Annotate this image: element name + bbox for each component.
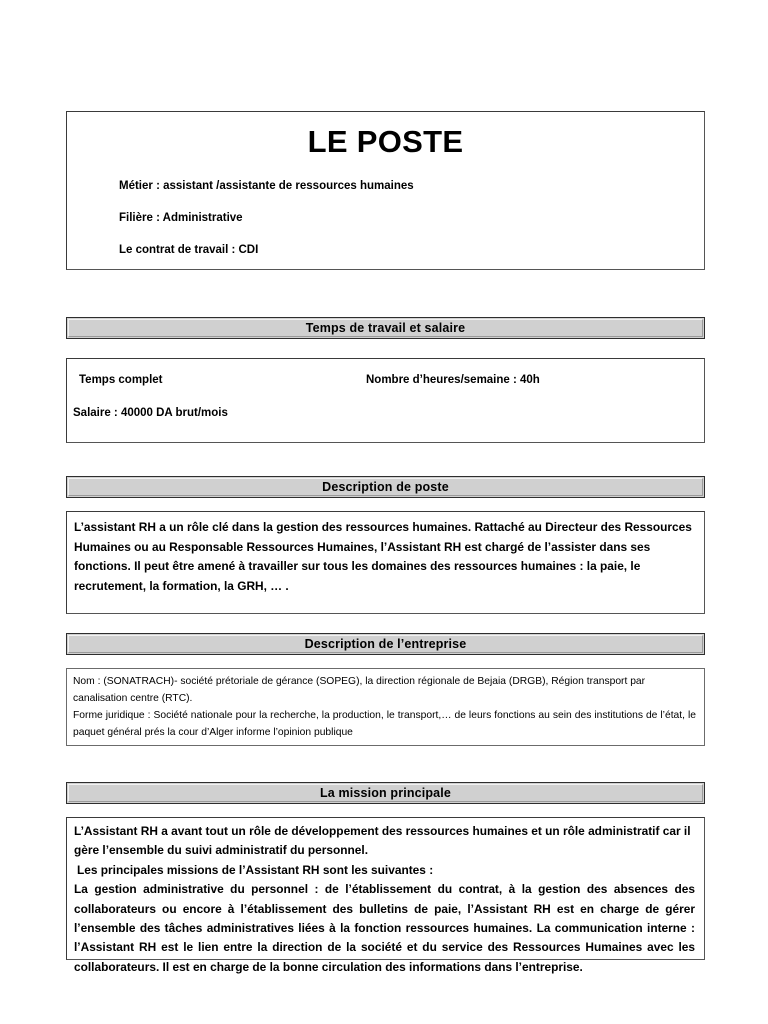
mission-paragraph-1: L’Assistant RH a avant tout un rôle de développement des ressources humaines et un rôle administratif car il gère l’ensemble du suivi administratif du personnel. bbox=[74, 824, 691, 858]
entreprise-forme-juridique-line: Forme juridique : Société nationale pour la recherche, la production, le transport,… de leurs fonctions au sein des institutions de l’état, le paquet général prés la cour d’Alger informe l’opinion publique bbox=[73, 710, 696, 738]
entreprise-nom-line: Nom : (SONATRACH)- société prétoriale de gérance (SOPEG), la direction régionale de Bejaia (DRGB), Région transport par canalisation centre (RTC). bbox=[73, 676, 646, 704]
section-header-label: Description de l’entreprise bbox=[304, 637, 467, 651]
page-title: LE POSTE bbox=[307, 124, 464, 159]
section-header-temps-de-travail bbox=[66, 317, 705, 339]
description-de-poste-body: L’assistant RH a un rôle clé dans la gestion des ressources humaines. Rattaché au Directeur des Ressources Humaines ou au Responsable Ressources Humaines, l’Assistant RH est chargé de l’assister dans ses fonctions. Il peut être amené à travailler sur tous les domaines des ressources humaines : la paie, le recrutement, la formation, la GRH, … . bbox=[74, 520, 692, 593]
temps-complet-value: Temps complet bbox=[79, 374, 163, 386]
section-header-la-mission-principale bbox=[66, 782, 705, 804]
salaire-value: Salaire : 40000 DA brut/mois bbox=[73, 407, 228, 419]
description-de-entreprise-content-box bbox=[66, 668, 705, 746]
mission-paragraph-3: La gestion administrative du personnel : de l’établissement du contrat, à la gestion des absences des collaborateurs ou encore à l’établissement des bulletins de paie, l’Assistant RH est en charge de gérer l’ensemble des tâches administratives liées à la fonction ressources humaines. La communication interne : l’Assistant RH est le lien entre la direction de la société et du service des Ressources Humaines avec les collaborateurs. Il est en charge de la bonne circulation des informations dans l’entreprise. bbox=[74, 882, 695, 974]
heures-semaine-value: Nombre d’heures/semaine : 40h bbox=[366, 374, 540, 386]
la-mission-principale-content-box bbox=[66, 817, 705, 974]
section-header-description-de-entreprise bbox=[66, 633, 705, 655]
section-header-label: Temps de travail et salaire bbox=[305, 321, 466, 335]
job-filiere-line: Filière : Administrative bbox=[119, 212, 243, 224]
section-header-label: Description de poste bbox=[322, 480, 449, 494]
description-de-entreprise-body bbox=[73, 673, 696, 741]
job-metier-line: Métier : assistant /assistante de ressources humaines bbox=[119, 180, 414, 192]
description-de-poste-content-box bbox=[66, 511, 705, 614]
mission-paragraph-2: Les principales missions de l’Assistant RH sont les suivantes : bbox=[77, 862, 434, 877]
section-header-description-de-poste bbox=[66, 476, 705, 498]
la-mission-principale-body bbox=[74, 822, 695, 977]
job-title-box bbox=[66, 111, 705, 270]
job-contract-line: Le contrat de travail : CDI bbox=[119, 244, 259, 256]
section-header-label: La mission principale bbox=[320, 786, 451, 800]
temps-de-travail-content-box bbox=[66, 358, 705, 443]
